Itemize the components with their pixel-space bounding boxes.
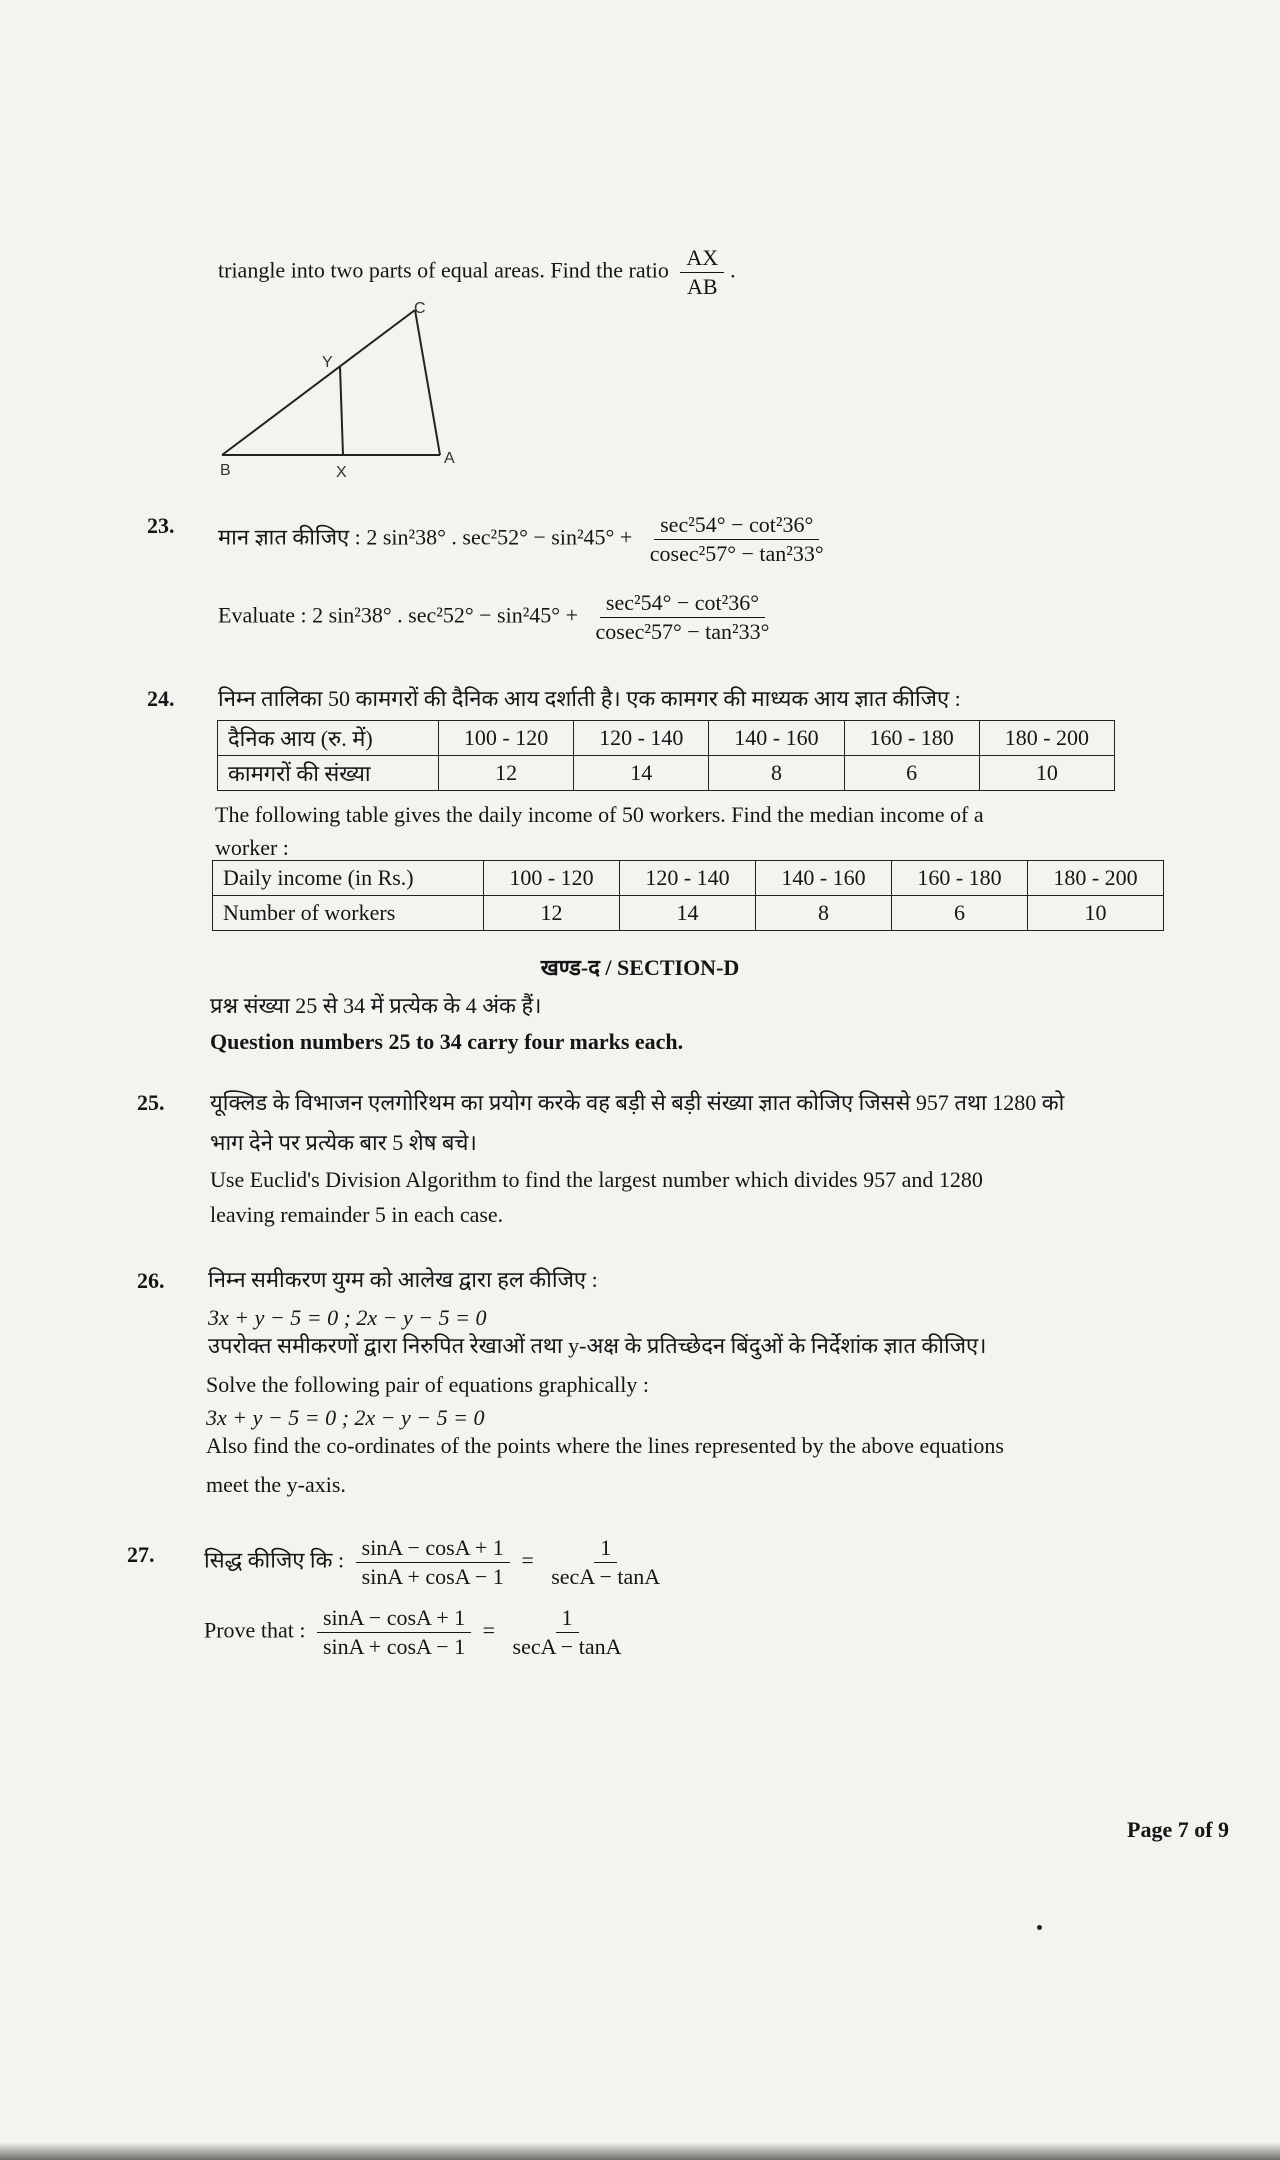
triangle-figure	[200, 295, 480, 485]
q22-text	[218, 245, 736, 300]
q23-fraction-en	[590, 590, 776, 645]
q24-english-line2: worker :	[215, 835, 289, 860]
q27-rhs-num: 1	[594, 1535, 617, 1563]
page-number: Page 7 of 9	[1127, 1817, 1230, 1842]
q23-number: 23.	[147, 513, 175, 538]
q27-rhs-num-en: 1	[556, 1605, 579, 1633]
table-cell: 100 - 120	[439, 721, 574, 756]
label-a: A	[444, 450, 455, 467]
table-cell: 140 - 160	[709, 721, 844, 756]
q27-lhs-den: sinA + cosA − 1	[361, 1564, 504, 1589]
table-cell: 160 - 180	[844, 721, 979, 756]
table-cell: 160 - 180	[892, 861, 1028, 896]
table-cell: 10	[979, 756, 1114, 791]
q27-hindi	[204, 1535, 672, 1590]
q24-english-line1: The following table gives the daily income of 50 workers. Find the median income of a	[215, 802, 984, 827]
table-cell: 120 - 140	[620, 861, 756, 896]
label-c: C	[414, 300, 426, 317]
q27-rhs-den-en: secA − tanA	[512, 1634, 622, 1659]
q23-frac-num: sec²54° − cot²36°	[654, 512, 819, 540]
q23-frac-den-en: cosec²57° − tan²33°	[595, 619, 770, 644]
q23-hindi-prefix: मान ज्ञात कीजिए :	[218, 524, 367, 550]
q23-frac-den: cosec²57° − tan²33°	[649, 541, 824, 566]
q26-equations-hindi: 3x + y − 5 = 0 ; 2x − y − 5 = 0	[208, 1305, 487, 1330]
table-cell: 14	[574, 756, 709, 791]
section-d-english-note: Question numbers 25 to 34 carry four marks each.	[210, 1029, 684, 1054]
table-cell: 8	[756, 896, 892, 931]
table-cell: 120 - 140	[574, 721, 709, 756]
q27-lhs-num: sinA − cosA + 1	[356, 1535, 510, 1563]
table-cell: Daily income (in Rs.)	[213, 861, 484, 896]
q27-lhs-den-en: sinA + cosA − 1	[322, 1634, 466, 1659]
q22-ratio-den: AB	[686, 274, 718, 299]
q23-frac-num-en: sec²54° − cot²36°	[600, 590, 765, 618]
section-d-heading: खण्ड-द / SECTION-D	[540, 955, 740, 980]
q24-hindi-text: निम्न तालिका 50 कामगरों की दैनिक आय दर्शाती है। एक कामगर की माध्यक आय ज्ञात कीजिए :	[218, 686, 961, 711]
table-row	[218, 721, 1115, 756]
scan-bottom-edge	[0, 2142, 1280, 2160]
q25-number: 25.	[137, 1090, 165, 1115]
table-cell: 180 - 200	[1028, 861, 1164, 896]
q24-english-table	[212, 860, 1164, 931]
q23-english-prefix: Evaluate :	[218, 602, 313, 628]
q26-hindi-line2: उपरोक्त समीकरणों द्वारा निरुपित रेखाओं तथा y-अक्ष के प्रतिच्छेदन बिंदुओं के निर्देशांक ज्ञात कीजिए।	[208, 1333, 987, 1358]
table-cell: 14	[620, 896, 756, 931]
q23-fraction	[644, 512, 830, 567]
q23-english	[218, 590, 781, 645]
table-cell: 6	[844, 756, 979, 791]
q26-hindi-line1: निम्न समीकरण युग्म को आलेख द्वारा हल कीजिए :	[208, 1267, 598, 1292]
q27-lhs	[356, 1535, 510, 1590]
table-row	[213, 896, 1164, 931]
table-cell: 12	[439, 756, 574, 791]
q22-text-after: .	[730, 257, 736, 283]
q24-number: 24.	[147, 686, 175, 711]
table-row	[213, 861, 1164, 896]
label-b: B	[220, 462, 231, 479]
section-d-hindi-note: प्रश्न संख्या 25 से 34 में प्रत्येक के 4 अंक हैं।	[210, 993, 542, 1018]
q25-english-line1: Use Euclid's Division Algorithm to find the largest number which divides 957 and 1280	[210, 1167, 983, 1192]
q25-english-line2: leaving remainder 5 in each case.	[210, 1202, 504, 1227]
q23-expr-main-en: 2 sin²38° . sec²52° − sin²45° +	[312, 602, 579, 628]
table-cell: 8	[709, 756, 844, 791]
table-cell: कामगरों की संख्या	[218, 756, 439, 791]
q22-ratio-num: AX	[680, 245, 724, 273]
label-x: X	[336, 464, 347, 481]
segment-xy	[340, 367, 343, 455]
equals-sign: =	[482, 1617, 496, 1643]
table-cell: 6	[892, 896, 1028, 931]
q26-english-line1: Solve the following pair of equations graphically :	[206, 1372, 649, 1397]
q27-rhs	[545, 1535, 666, 1590]
q27-english	[204, 1605, 633, 1660]
q24-hindi-table	[217, 720, 1115, 791]
equals-sign: =	[521, 1547, 534, 1573]
q22-ratio	[680, 245, 724, 300]
table-cell: दैनिक आय (रु. में)	[218, 721, 439, 756]
q27-english-prefix: Prove that :	[204, 1617, 306, 1643]
q27-hindi-prefix: सिद्ध कीजिए कि :	[204, 1547, 345, 1573]
table-cell: 100 - 120	[484, 861, 620, 896]
q27-rhs-den: secA − tanA	[551, 1564, 661, 1589]
q27-number: 27.	[127, 1542, 155, 1567]
label-y: Y	[322, 354, 333, 371]
q27-lhs-en	[317, 1605, 471, 1660]
q26-english-line3: meet the y-axis.	[206, 1472, 346, 1497]
q26-english-line2: Also find the co-ordinates of the points where the lines represented by the above equations	[206, 1433, 1004, 1458]
q27-rhs-en	[507, 1605, 628, 1660]
table-row	[218, 756, 1115, 791]
table-cell: 180 - 200	[979, 721, 1114, 756]
side-bc	[222, 310, 415, 455]
q22-text-before: triangle into two parts of equal areas. Find the ratio	[218, 257, 675, 283]
table-cell: Number of workers	[213, 896, 484, 931]
q23-hindi	[218, 512, 836, 567]
q25-hindi-line2: भाग देने पर प्रत्येक बार 5 शेष बचे।	[210, 1130, 477, 1155]
q26-number: 26.	[137, 1268, 165, 1293]
q26-equations-english: 3x + y − 5 = 0 ; 2x − y − 5 = 0	[206, 1405, 485, 1430]
q23-expr-main: 2 sin²38° . sec²52° − sin²45° +	[366, 524, 633, 550]
table-cell: 140 - 160	[756, 861, 892, 896]
side-ca	[415, 310, 440, 455]
q27-lhs-num-en: sinA − cosA + 1	[317, 1605, 471, 1633]
table-cell: 10	[1028, 896, 1164, 931]
speck-dot	[1037, 1925, 1042, 1930]
table-cell: 12	[484, 896, 620, 931]
q25-hindi-line1: यूक्लिड के विभाजन एलगोरिथम का प्रयोग करके वह बड़ी से बड़ी संख्या ज्ञात कोजिए जिससे 957 तथा 1280 को	[210, 1090, 1065, 1115]
